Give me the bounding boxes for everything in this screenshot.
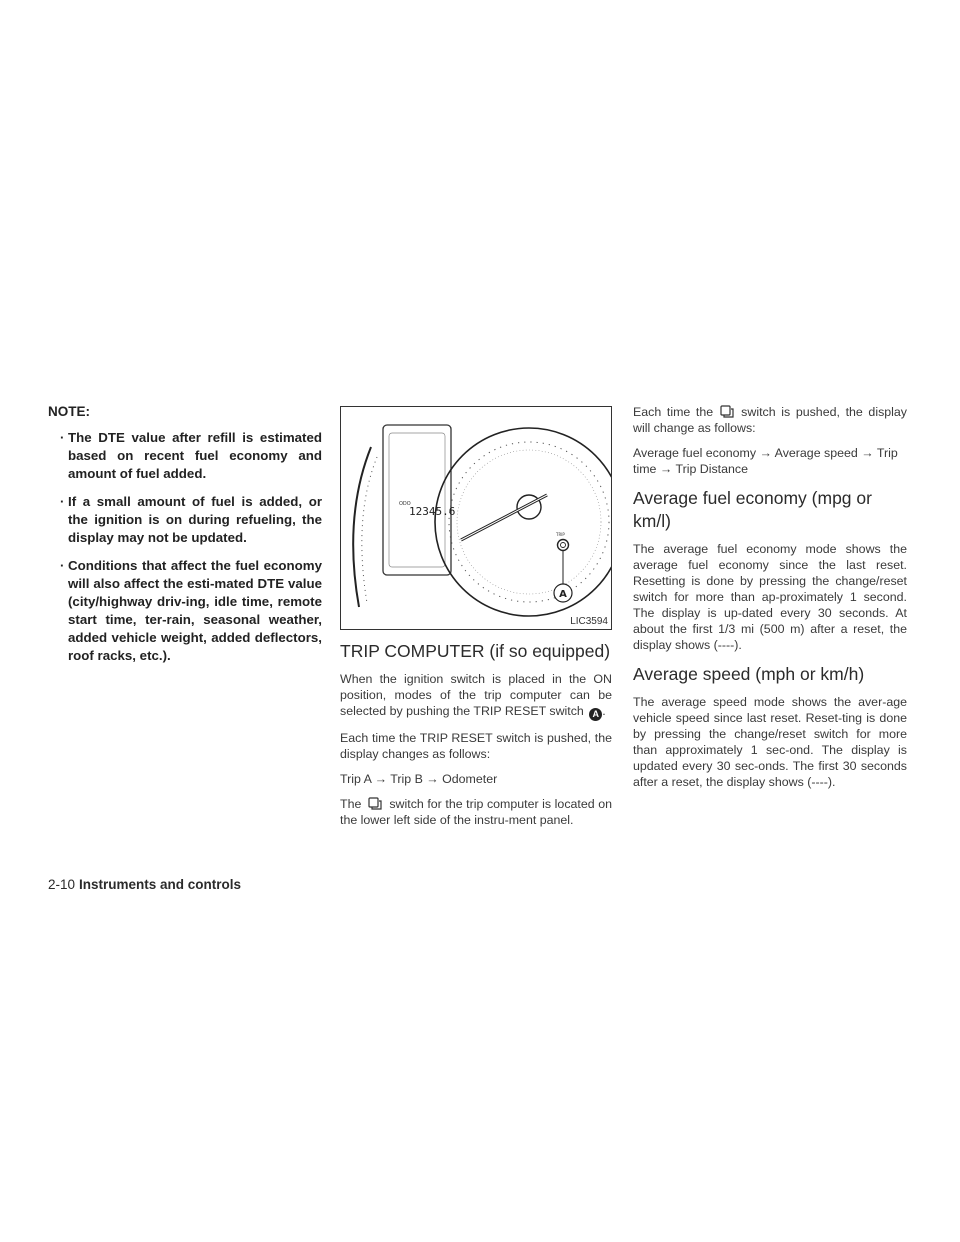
section-title: Instruments and controls xyxy=(79,877,242,892)
switch-a-symbol: A xyxy=(589,708,602,721)
note-item: · If a small amount of fuel is added, or the ignition is on during refueling, the display may not be updated. xyxy=(60,494,322,545)
display-change-paragraph: Each time the switch is pushed, the display will change as follows: xyxy=(633,405,908,435)
trip-reset-button xyxy=(558,540,569,551)
trip-computer-column xyxy=(340,400,612,837)
note-item: · The DTE value after refill is estimated based on recent fuel economy and amount of fuel added. xyxy=(60,430,322,481)
average-speed-paragraph: The average speed mode shows the aver-age vehicle speed since last reset. Reset-ting is done by pressing the change/reset switch for more than approximately 1 sec-ond. The display is updated every 30 sec-onds. The first 30 seconds after a reset, the display shows (----). xyxy=(633,695,907,789)
svg-text:ODO: ODO xyxy=(399,501,411,507)
bullet-dot: · xyxy=(60,430,65,445)
change-reset-switch-icon xyxy=(361,796,389,810)
instrument-cluster-illustration xyxy=(341,407,611,629)
page-footer xyxy=(48,877,241,892)
trip-label: TRIP xyxy=(556,532,565,537)
change-reset-switch-icon xyxy=(713,404,741,418)
page-number: 2-10 xyxy=(48,877,76,892)
trip-computer-paragraph-2: Each time the TRIP RESET switch is pushed, the display changes as follows: xyxy=(340,731,612,761)
bullet-dot: · xyxy=(60,494,65,509)
note-list xyxy=(48,429,322,665)
trip-sequence: Trip A → Trip B → Odometer xyxy=(340,772,498,786)
mode-sequence: Average fuel economy → Average speed → Trip time → Trip Distance xyxy=(633,446,898,476)
instrument-cluster-figure xyxy=(340,406,612,630)
note-title: NOTE: xyxy=(48,404,90,419)
trip-computer-paragraph-3: The switch for the trip computer is located on the lower left side of the instru-ment panel. xyxy=(340,797,612,827)
average-fuel-economy-paragraph: The average fuel economy mode shows the average fuel economy since the last reset. Resetting is done by pressing the change/reset switch for more than ap-proximately 1 second. The display is up-dated every 30 seconds. At about the first 1/3 mi (500 m) after a reset, the display shows (----). xyxy=(633,542,907,652)
callout-a-label: A xyxy=(559,589,567,600)
trip-computer-heading: TRIP COMPUTER (if so equipped) xyxy=(340,641,611,661)
note-item: · Conditions that affect the fuel economy will also affect the esti-mated DTE value (city/highway driv-ing, idle time, remote start time, ter-rain, seasonal weather, added vehicle weight, added deflectors, roof racks, etc.). xyxy=(60,558,322,663)
left-gauge-arc xyxy=(353,447,371,607)
left-gauge-ticks xyxy=(362,457,377,603)
averages-column xyxy=(633,400,907,799)
odometer-readout: 12345.6 xyxy=(409,505,456,518)
trip-computer-paragraph-1: When the ignition switch is placed in the ON position, modes of the trip computer can be selected by pushing the TRIP RESET switch A . xyxy=(340,672,612,719)
bullet-dot: · xyxy=(60,558,65,573)
figure-code: LIC3594 xyxy=(570,616,608,627)
speedometer-ticks xyxy=(449,442,609,602)
speedometer-minor-ticks xyxy=(457,450,601,594)
average-speed-heading: Average speed (mph or km/h) xyxy=(633,664,865,684)
average-fuel-economy-heading: Average fuel economy (mpg or km/l) xyxy=(633,488,872,531)
speedometer-outer xyxy=(435,428,611,616)
note-column xyxy=(48,400,322,675)
